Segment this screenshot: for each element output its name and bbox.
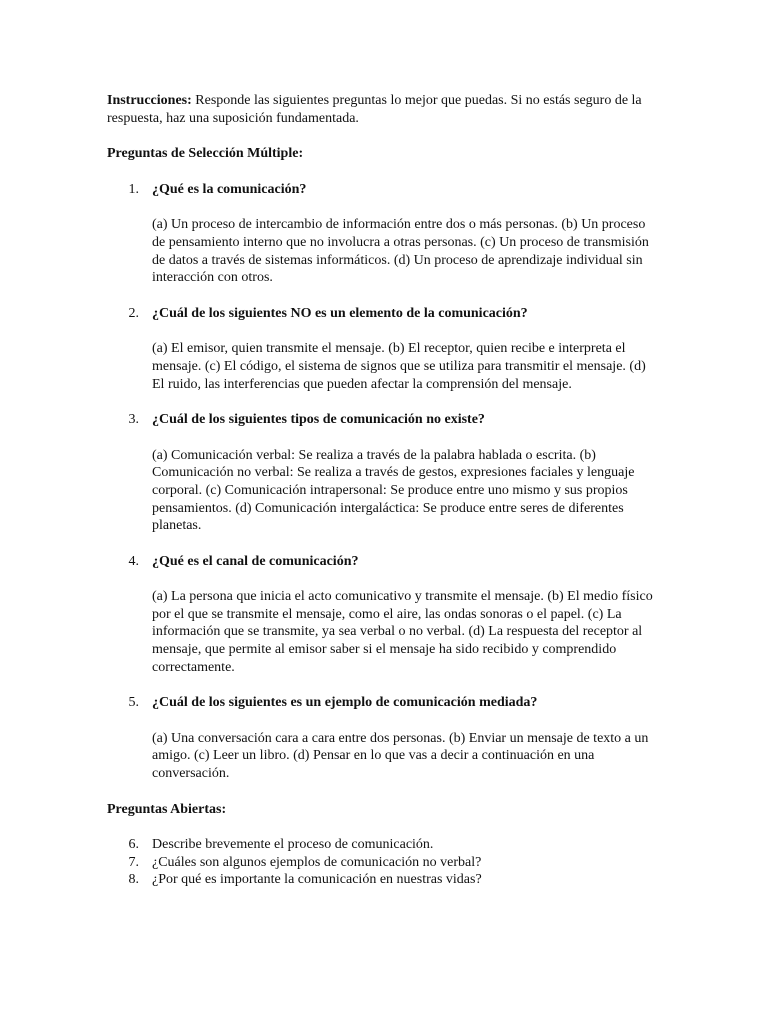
question-number: 5. (128, 695, 139, 711)
question-options: (a) Comunicación verbal: Se realiza a través de la palabra hablada o escrita. (b) Comunicación no verbal: Se realiza a través de gestos, expresiones faciales y lenguaje corporal. (c) Comunicación intrapersonal: Se produce entre uno mismo y sus propios pensamientos. (d) Comunicación intergaláctica: Se produce entre seres de diferentes planetas. (152, 447, 635, 534)
question-number: 3. (128, 412, 139, 428)
question-number: 6. (128, 837, 139, 853)
instructions-paragraph (107, 92, 663, 127)
question-4 (107, 553, 663, 677)
question-number: 8. (128, 872, 139, 888)
open-questions-list (107, 836, 663, 889)
question-1 (107, 181, 663, 287)
document-page (107, 92, 663, 889)
question-options: (a) Una conversación cara a cara entre dos personas. (b) Enviar un mensaje de texto a un amigo. (c) Leer un libro. (d) Pensar en lo que vas a decir a continuación en una conversación. (152, 730, 649, 782)
question-text: ¿Cuál de los siguientes tipos de comunicación no existe? (152, 412, 485, 428)
question-text: ¿Cuáles son algunos ejemplos de comunicación no verbal? (152, 854, 482, 870)
instructions-text: Responde las siguientes preguntas lo mejor que puedas. Si no estás seguro de la respuesta, haz una suposición fundamentada. (107, 93, 642, 126)
question-number: 1. (128, 181, 139, 197)
question-3 (107, 411, 663, 535)
question-text: Describe brevemente el proceso de comunicación. (152, 837, 434, 853)
question-text: ¿Cuál de los siguientes es un ejemplo de comunicación mediada? (152, 695, 538, 711)
multiple-choice-list (107, 181, 663, 783)
question-7 (107, 854, 663, 872)
instructions-label: Instrucciones: (107, 93, 192, 108)
question-text: ¿Qué es el canal de comunicación? (152, 553, 359, 569)
question-2 (107, 305, 663, 393)
question-text: ¿Cuál de los siguientes NO es un elemento de la comunicación? (152, 305, 528, 321)
open-questions-heading: Preguntas Abiertas: (107, 801, 227, 817)
question-options: (a) La persona que inicia el acto comunicativo y transmite el mensaje. (b) El medio físico por el que se transmite el mensaje, como el aire, las ondas sonoras o el papel. (c) La información que se transmite, ya sea verbal o no verbal. (d) La respuesta del receptor al mensaje, que permite al emisor saber si el mensaje ha sido recibido y comprendido correctamente. (152, 589, 653, 675)
question-5 (107, 694, 663, 782)
question-text: ¿Por qué es importante la comunicación en nuestras vidas? (152, 872, 482, 888)
question-options: (a) Un proceso de intercambio de información entre dos o más personas. (b) Un proceso de pensamiento interno que no involucra a otras personas. (c) Un proceso de transmisión de datos a través de sistemas informáticos. (d) Un proceso de aprendizaje individual sin interacción con otros. (152, 217, 649, 286)
question-number: 4. (128, 553, 139, 569)
question-text: ¿Qué es la comunicación? (152, 181, 307, 197)
question-8 (107, 871, 663, 889)
question-number: 2. (128, 305, 139, 321)
question-options: (a) El emisor, quien transmite el mensaje. (b) El receptor, quien recibe e interpreta el mensaje. (c) El código, el sistema de signos que se utiliza para transmitir el mensaje. (d) El ruido, las interferencias que pueden afectar la comprensión del mensaje. (152, 341, 646, 392)
question-6 (107, 836, 663, 854)
multiple-choice-heading: Preguntas de Selección Múltiple: (107, 146, 304, 162)
question-number: 7. (128, 854, 139, 870)
